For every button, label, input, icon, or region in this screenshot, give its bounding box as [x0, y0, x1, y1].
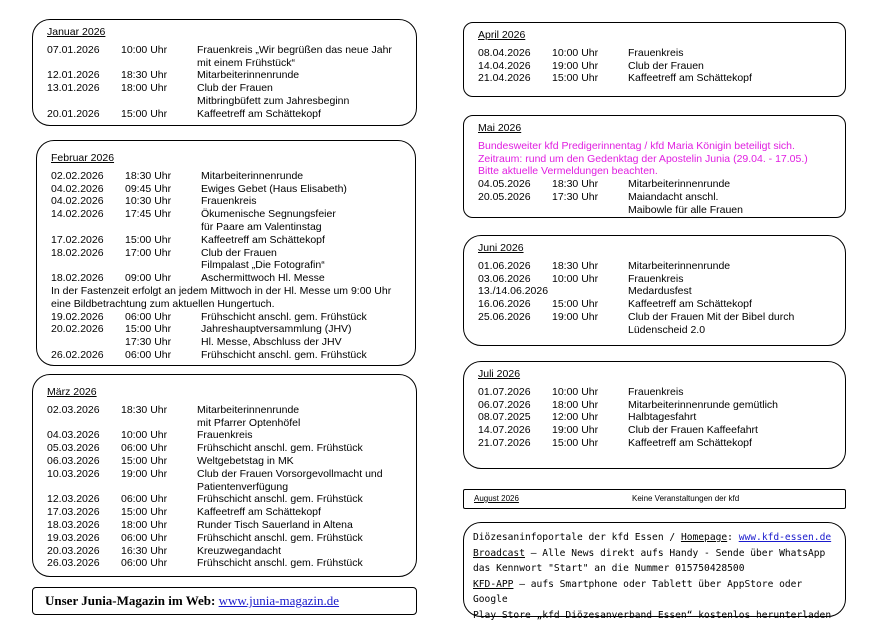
event-date: 20.03.2026 — [47, 544, 100, 557]
event-description: Club der Frauen Kaffeefahrt — [628, 424, 758, 437]
event-time: 19:00 Uhr — [552, 310, 599, 323]
event-date: 12.03.2026 — [47, 493, 100, 506]
event-time: 16:30 Uhr — [121, 544, 168, 557]
event-time: 06:00 Uhr — [121, 442, 168, 455]
magazine-sep: : — [211, 593, 219, 608]
event-time: 09:45 Uhr — [125, 182, 172, 195]
event-description: Kaffeetreff am Schättekopf — [628, 298, 752, 311]
event-time: 18:30 Uhr — [121, 69, 168, 82]
event-date: 18.02.2026 — [51, 246, 104, 259]
january-title: Januar 2026 — [47, 26, 106, 38]
event-time: 15:00 Uhr — [552, 72, 599, 85]
event-description: Frauenkreis — [628, 272, 684, 285]
event-date: 13.01.2026 — [47, 82, 100, 95]
event-time: 18:30 Uhr — [125, 169, 172, 182]
event-date: 20.02.2026 — [51, 323, 104, 336]
event-description: Weltgebetstag in MK — [197, 454, 294, 467]
event-time — [552, 285, 628, 298]
event-date — [51, 221, 125, 234]
event-description: für Paare am Valentinstag — [201, 220, 322, 233]
info-line-1 — [473, 530, 836, 546]
event-date: 03.06.2026 — [478, 272, 531, 285]
event-date: 20.05.2026 — [478, 190, 531, 203]
schedule-row — [51, 247, 401, 260]
schedule-row — [47, 506, 402, 519]
event-time: 12:00 Uhr — [552, 411, 599, 424]
event-date: 05.03.2026 — [47, 442, 100, 455]
event-date — [47, 481, 121, 494]
schedule-row — [51, 195, 401, 208]
schedule-row — [478, 178, 831, 191]
schedule-row — [478, 311, 831, 324]
event-date: 25.06.2026 — [478, 310, 531, 323]
event-description: mit einem Frühstück“ — [197, 56, 296, 69]
schedule-row — [47, 417, 402, 430]
event-description: Frühschicht anschl. gem. Frühstück — [197, 493, 363, 506]
event-date: 19.02.2026 — [51, 310, 104, 323]
schedule-row — [478, 298, 831, 311]
event-time: 10:00 Uhr — [121, 43, 168, 56]
event-time: 18:00 Uhr — [121, 82, 168, 95]
event-time — [121, 57, 197, 70]
august-note: Keine Veranstaltungen der kfd — [632, 494, 740, 503]
event-description: Frauenkreis — [628, 385, 684, 398]
event-description: Frauenkreis — [197, 429, 253, 442]
event-description: Frühschicht anschl. gem. Frühstück — [197, 531, 363, 544]
magazine-box — [32, 587, 417, 615]
event-description: Frühschicht anschl. gem. Frühstück — [201, 310, 367, 323]
schedule-row — [47, 455, 402, 468]
february-list — [51, 170, 401, 285]
info-line-3: das Kennwort "Start" an die Nummer 015750428500 — [473, 563, 745, 575]
event-description: Frühschicht anschl. gem. Frühstück — [197, 442, 363, 455]
event-date: 01.06.2026 — [478, 259, 531, 272]
event-date: 14.04.2026 — [478, 59, 531, 72]
event-description: Club der Frauen — [628, 59, 704, 72]
event-date — [478, 204, 552, 217]
event-description: Club der Frauen — [197, 82, 273, 95]
info-homepage-label: Homepage — [680, 532, 728, 543]
event-time: 19:00 Uhr — [552, 59, 599, 72]
event-date: 26.03.2026 — [47, 557, 100, 570]
event-time: 10:00 Uhr — [552, 46, 599, 59]
event-description: Patientenverfügung — [197, 480, 289, 493]
event-time: 15:00 Uhr — [125, 233, 172, 246]
schedule-row — [47, 532, 402, 545]
event-description: Club der Frauen Vorsorgevollmacht und — [197, 467, 383, 480]
event-description: Frühschicht anschl. gem. Frühstück — [197, 557, 363, 570]
event-time: 15:00 Uhr — [552, 298, 599, 311]
march-list — [47, 404, 402, 570]
event-description: Kreuzwegandacht — [197, 544, 282, 557]
april-title: April 2026 — [478, 29, 526, 41]
event-date — [51, 336, 125, 349]
event-date: 06.03.2026 — [47, 454, 100, 467]
event-description: Halbtagesfahrt — [628, 411, 697, 424]
event-description: Frauenkreis — [201, 195, 257, 208]
schedule-row — [47, 557, 402, 570]
event-description: Maiandacht anschl. — [628, 190, 719, 203]
schedule-row — [47, 108, 402, 121]
event-time: 19:00 Uhr — [552, 424, 599, 437]
march-title: März 2026 — [47, 386, 97, 398]
event-time — [125, 221, 201, 234]
event-time: 10:00 Uhr — [552, 385, 599, 398]
event-date: 06.07.2026 — [478, 398, 531, 411]
event-time: 06:00 Uhr — [125, 310, 172, 323]
event-date: 02.03.2026 — [47, 403, 100, 416]
event-description: Kaffeetreff am Schättekopf — [197, 107, 321, 120]
event-time: 15:00 Uhr — [125, 323, 172, 336]
magazine-label: Unser Junia-Magazin im Web — [45, 593, 212, 608]
may-highlight-1: Bundesweiter kfd Predigerinnentag / kfd Maria Königin beteiligt sich. — [478, 139, 795, 152]
event-date: 19.03.2026 — [47, 531, 100, 544]
july-title: Juli 2026 — [478, 368, 521, 380]
schedule-row — [47, 429, 402, 442]
event-time: 06:00 Uhr — [121, 531, 168, 544]
event-description: Maibowle für alle Frauen — [628, 203, 743, 216]
schedule-row — [478, 437, 831, 450]
august-box — [463, 489, 846, 509]
schedule-row — [51, 272, 401, 285]
event-time: 17:45 Uhr — [125, 208, 172, 221]
schedule-row — [47, 442, 402, 455]
event-description: Kaffeetreff am Schättekopf — [197, 506, 321, 519]
event-description: Mitarbeiterinnenrunde gemütlich — [628, 398, 778, 411]
event-description: Kaffeetreff am Schättekopf — [628, 436, 752, 449]
event-time: 15:00 Uhr — [121, 107, 168, 120]
event-time: 10:30 Uhr — [125, 195, 172, 208]
february-title: Februar 2026 — [51, 152, 115, 164]
event-date: 02.02.2026 — [51, 169, 104, 182]
event-time: 15:00 Uhr — [121, 454, 168, 467]
event-time: 06:00 Uhr — [121, 493, 168, 506]
event-time: 10:00 Uhr — [121, 429, 168, 442]
event-description: Club der Frauen Mit der Bibel durch — [628, 310, 795, 323]
event-time: 09:00 Uhr — [125, 272, 172, 285]
event-date: 08.07.2025 — [478, 411, 531, 424]
event-description: Club der Frauen — [201, 246, 277, 259]
event-description: mit Pfarrer Optenhöfel — [197, 416, 301, 429]
event-date: 20.01.2026 — [47, 107, 100, 120]
schedule-row — [47, 404, 402, 417]
schedule-row — [478, 60, 831, 73]
schedule-row — [51, 183, 401, 196]
event-time — [121, 417, 197, 430]
event-description: Jahreshauptversammlung (JHV) — [201, 323, 352, 336]
july-list — [478, 386, 831, 450]
schedule-row — [478, 72, 831, 85]
event-time: 17:30 Uhr — [552, 190, 599, 203]
info-box — [463, 522, 846, 621]
schedule-row — [47, 95, 402, 108]
schedule-row — [478, 204, 831, 217]
event-date: 04.02.2026 — [51, 195, 104, 208]
schedule-row — [478, 260, 831, 273]
march-box — [32, 374, 417, 577]
event-time: 19:00 Uhr — [121, 467, 168, 480]
may-highlight-2: Zeitraum: rund um den Gedenktag der Apostelin Junia (29.04. - 17.05.) — [478, 152, 808, 165]
schedule-row — [47, 57, 402, 70]
event-time — [552, 204, 628, 217]
event-date: 04.02.2026 — [51, 182, 104, 195]
event-description: Hl. Messe, Abschluss der JHV — [201, 336, 342, 349]
schedule-row — [478, 47, 831, 60]
event-time: 06:00 Uhr — [121, 557, 168, 570]
info-broadcast-text: – Alle News direkt aufs Handy - Sende über WhatsApp — [524, 547, 826, 559]
event-date — [51, 259, 125, 272]
event-time: 18:30 Uhr — [552, 178, 599, 191]
event-time: 18:00 Uhr — [552, 398, 599, 411]
event-time: 15:00 Uhr — [121, 506, 168, 519]
schedule-row — [47, 519, 402, 532]
june-box — [463, 235, 846, 346]
february-list-2 — [51, 311, 401, 362]
info-line-2 — [473, 546, 836, 562]
schedule-row — [478, 399, 831, 412]
schedule-row — [51, 170, 401, 183]
event-date: 07.01.2026 — [47, 43, 100, 56]
event-description: Ökumenische Segnungsfeier — [201, 208, 336, 221]
event-time — [121, 481, 197, 494]
info-line-5: Play Store „kfd Diözesanverband Essen“ kostenlos herunterladen — [473, 609, 832, 621]
june-title: Juni 2026 — [478, 242, 524, 254]
info-broadcast-label: Broadcast — [473, 547, 525, 559]
may-title: Mai 2026 — [478, 122, 522, 134]
schedule-row — [47, 545, 402, 558]
schedule-row — [47, 69, 402, 82]
info-portal-text: Diözesaninfoportale der kfd Essen / — [473, 532, 681, 543]
event-description: Mitarbeiterinnenrunde — [628, 178, 731, 191]
event-description: Frühschicht anschl. gem. Frühstück — [201, 348, 367, 361]
april-box — [463, 22, 846, 97]
july-box — [463, 361, 846, 469]
schedule-row — [47, 481, 402, 494]
event-date: 17.03.2026 — [47, 506, 100, 519]
schedule-row — [51, 221, 401, 234]
event-date: 04.03.2026 — [47, 429, 100, 442]
may-list — [478, 178, 831, 216]
event-date: 14.07.2026 — [478, 424, 531, 437]
event-description: Mitarbeiterinnenrunde — [201, 169, 304, 182]
event-date: 16.06.2026 — [478, 298, 531, 311]
august-title: August 2026 — [474, 494, 519, 503]
event-description: Filmpalast „Die Fotografin“ — [201, 259, 325, 272]
event-description: Mitarbeiterinnenrunde — [628, 259, 731, 272]
schedule-row — [47, 468, 402, 481]
event-date: 10.03.2026 — [47, 467, 100, 480]
schedule-row — [478, 324, 831, 337]
schedule-row — [47, 44, 402, 57]
event-description: Mitarbeiterinnenrunde — [197, 69, 300, 82]
event-date: 18.03.2026 — [47, 518, 100, 531]
schedule-row — [478, 386, 831, 399]
event-time — [552, 324, 628, 337]
april-list — [478, 47, 831, 85]
may-highlight-3: Bitte aktuelle Vermeldungen beachten. — [478, 165, 658, 178]
event-date — [47, 57, 121, 70]
schedule-row — [478, 285, 831, 298]
event-time: 18:00 Uhr — [121, 518, 168, 531]
february-box — [36, 140, 416, 366]
february-lent-note: In der Fastenzeit erfolgt an jedem Mittwoch in der Hl. Messe um 9:00 Uhr eine Bildbetrachtung zum aktuellen Hungertuch. — [51, 284, 392, 310]
event-time: 10:00 Uhr — [552, 272, 599, 285]
schedule-row — [51, 349, 401, 362]
schedule-row — [478, 424, 831, 437]
event-date: 01.07.2026 — [478, 385, 531, 398]
event-time: 18:30 Uhr — [552, 259, 599, 272]
schedule-row — [51, 323, 401, 336]
event-description: Ewiges Gebet (Haus Elisabeth) — [201, 182, 347, 195]
event-time: 17:00 Uhr — [125, 246, 172, 259]
info-line-4 — [473, 577, 836, 608]
info-app-label: KFD-APP — [473, 578, 514, 590]
event-date: 14.02.2026 — [51, 208, 104, 221]
event-description: Kaffeetreff am Schättekopf — [201, 233, 325, 246]
event-description: Kaffeetreff am Schättekopf — [628, 72, 752, 85]
info-app-text: – aufs Smartphone oder Tablett über AppStore oder Google — [473, 578, 803, 606]
may-box — [463, 115, 846, 218]
event-description: Lüdenscheid 2.0 — [628, 323, 706, 336]
event-date: 26.02.2026 — [51, 348, 104, 361]
january-list — [47, 44, 402, 121]
schedule-row — [47, 493, 402, 506]
info-sep: : — [727, 532, 739, 543]
event-time: 18:30 Uhr — [121, 403, 168, 416]
schedule-row — [47, 82, 402, 95]
event-date — [47, 417, 121, 430]
schedule-row — [478, 411, 831, 424]
event-time: 17:30 Uhr — [125, 336, 172, 349]
event-description: Frauenkreis — [628, 46, 684, 59]
schedule-row — [51, 234, 401, 247]
event-description: Aschermittwoch Hl. Messe — [201, 272, 325, 285]
event-date — [47, 95, 121, 108]
schedule-row — [478, 191, 831, 204]
magazine-link[interactable]: www.junia-magazin.de — [218, 593, 340, 608]
schedule-row — [51, 208, 401, 221]
event-date: 21.07.2026 — [478, 436, 531, 449]
event-date: 12.01.2026 — [47, 69, 100, 82]
schedule-row — [51, 336, 401, 349]
june-list — [478, 260, 831, 337]
event-time: 06:00 Uhr — [125, 348, 172, 361]
event-time: 15:00 Uhr — [552, 436, 599, 449]
schedule-row — [51, 311, 401, 324]
event-description: Runder Tisch Sauerland in Altena — [197, 518, 353, 531]
event-description: Mitbringbüfett zum Jahresbeginn — [197, 94, 350, 107]
event-date — [478, 324, 552, 337]
event-date: 13./14.06.2026 — [478, 285, 549, 298]
info-homepage-link[interactable]: www.kfd-essen.de — [738, 532, 832, 543]
event-description: Mitarbeiterinnenrunde — [197, 403, 300, 416]
schedule-row — [51, 259, 401, 272]
event-time — [121, 95, 197, 108]
event-description: Medardusfest — [628, 285, 692, 298]
january-box — [32, 19, 417, 126]
event-date: 08.04.2026 — [478, 46, 531, 59]
event-description: Frauenkreis „Wir begrüßen das neue Jahr — [197, 43, 392, 56]
event-date: 04.05.2026 — [478, 178, 531, 191]
event-date: 21.04.2026 — [478, 72, 531, 85]
event-time — [125, 259, 201, 272]
schedule-row — [478, 273, 831, 286]
event-date: 17.02.2026 — [51, 233, 104, 246]
event-date: 18.02.2026 — [51, 272, 104, 285]
